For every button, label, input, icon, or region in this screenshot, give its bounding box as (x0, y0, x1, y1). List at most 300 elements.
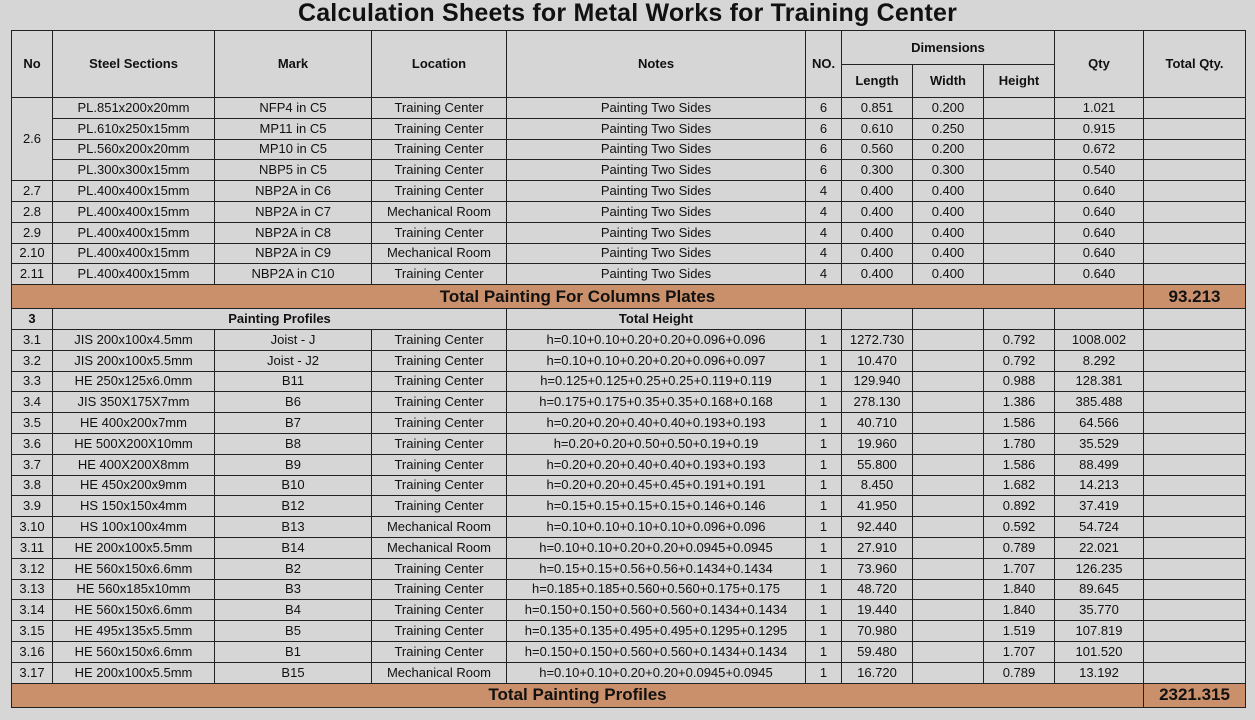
table-row (12, 139, 1246, 160)
cell-qty: 22.021 (1055, 537, 1144, 558)
cell-count: 6 (806, 118, 842, 139)
row-no: 3.7 (12, 454, 53, 475)
cell-qty: 13.192 (1055, 662, 1144, 683)
cell-length: 48.720 (842, 579, 913, 600)
cell-total-qty (1144, 392, 1246, 413)
cell-width (913, 496, 984, 517)
cell-mark: B14 (215, 537, 372, 558)
cell-height (984, 243, 1055, 264)
cell-location: Training Center (372, 579, 507, 600)
row-no: 3.2 (12, 350, 53, 371)
cell-length: 0.400 (842, 181, 913, 202)
cell-section: HS 100x100x4mm (53, 517, 215, 538)
cell-section: PL.400x400x15mm (53, 264, 215, 285)
table-row (12, 454, 1246, 475)
cell-location: Training Center (372, 264, 507, 285)
header-mark: Mark (215, 31, 372, 98)
cell-height (984, 139, 1055, 160)
cell-height (984, 181, 1055, 202)
cell-width: 0.400 (913, 264, 984, 285)
cell-section: HS 150x150x4mm (53, 496, 215, 517)
cell-height: 0.988 (984, 371, 1055, 392)
cell-mark: NBP2A in C6 (215, 181, 372, 202)
cell-section: PL.610x250x15mm (53, 118, 215, 139)
profiles-section-title: Painting Profiles (53, 309, 507, 330)
cell-qty: 64.566 (1055, 413, 1144, 434)
cell-height: 0.789 (984, 662, 1055, 683)
cell-mark: B8 (215, 433, 372, 454)
cell-length: 0.851 (842, 98, 913, 119)
cell-total-qty (1144, 537, 1246, 558)
cell-qty: 107.819 (1055, 621, 1144, 642)
cell-width (913, 641, 984, 662)
table-row (12, 98, 1246, 119)
cell-length: 73.960 (842, 558, 913, 579)
cell-location: Training Center (372, 433, 507, 454)
cell-section: PL.560x200x20mm (53, 139, 215, 160)
cell-location: Training Center (372, 475, 507, 496)
cell-qty: 1008.002 (1055, 329, 1144, 350)
cell-total-qty (1144, 433, 1246, 454)
cell-mark: B7 (215, 413, 372, 434)
cell-qty: 1.021 (1055, 98, 1144, 119)
header-height: Height (984, 65, 1055, 98)
cell-notes: h=0.15+0.15+0.56+0.56+0.1434+0.1434 (507, 558, 806, 579)
cell-section: PL.400x400x15mm (53, 201, 215, 222)
cell-width: 0.200 (913, 139, 984, 160)
cell-qty: 88.499 (1055, 454, 1144, 475)
cell-qty: 385.488 (1055, 392, 1144, 413)
cell-width (913, 329, 984, 350)
cell-qty: 14.213 (1055, 475, 1144, 496)
empty-cell (806, 309, 842, 330)
cell-count: 1 (806, 433, 842, 454)
cell-section: HE 560x150x6.6mm (53, 558, 215, 579)
cell-section: JIS 200x100x4.5mm (53, 329, 215, 350)
cell-width: 0.250 (913, 118, 984, 139)
cell-mark: B13 (215, 517, 372, 538)
cell-location: Training Center (372, 98, 507, 119)
cell-length: 40.710 (842, 413, 913, 434)
table-row (12, 475, 1246, 496)
cell-count: 1 (806, 641, 842, 662)
cell-section: HE 400x200x7mm (53, 413, 215, 434)
cell-width (913, 475, 984, 496)
cell-location: Training Center (372, 413, 507, 434)
cell-length: 19.960 (842, 433, 913, 454)
table-row (12, 243, 1246, 264)
cell-count: 1 (806, 496, 842, 517)
cell-qty: 128.381 (1055, 371, 1144, 392)
cell-height: 0.789 (984, 537, 1055, 558)
cell-total-qty (1144, 371, 1246, 392)
cell-total-qty (1144, 181, 1246, 202)
cell-total-qty (1144, 222, 1246, 243)
cell-length: 0.400 (842, 264, 913, 285)
header-no: No (12, 31, 53, 98)
empty-cell (913, 309, 984, 330)
cell-total-qty (1144, 600, 1246, 621)
cell-width: 0.400 (913, 222, 984, 243)
cell-mark: Joist - J (215, 329, 372, 350)
cell-count: 4 (806, 264, 842, 285)
table-row (12, 558, 1246, 579)
cell-location: Training Center (372, 496, 507, 517)
cell-mark: B6 (215, 392, 372, 413)
cell-notes: h=0.10+0.10+0.10+0.10+0.096+0.096 (507, 517, 806, 538)
cell-length: 0.400 (842, 222, 913, 243)
table-row (12, 496, 1246, 517)
cell-width: 0.400 (913, 201, 984, 222)
cell-section: HE 400X200X8mm (53, 454, 215, 475)
cell-location: Training Center (372, 641, 507, 662)
row-no: 3.13 (12, 579, 53, 600)
cell-total-qty (1144, 329, 1246, 350)
cell-qty: 0.640 (1055, 181, 1144, 202)
table-row (12, 413, 1246, 434)
cell-location: Training Center (372, 160, 507, 181)
profiles-section-no: 3 (12, 309, 53, 330)
cell-location: Training Center (372, 222, 507, 243)
cell-mark: B15 (215, 662, 372, 683)
cell-section: HE 250x125x6.0mm (53, 371, 215, 392)
table-row (12, 118, 1246, 139)
cell-notes: h=0.135+0.135+0.495+0.495+0.1295+0.1295 (507, 621, 806, 642)
cell-notes: Painting Two Sides (507, 98, 806, 119)
plates-total-value: 93.213 (1144, 285, 1246, 309)
cell-mark: B10 (215, 475, 372, 496)
cell-length: 55.800 (842, 454, 913, 475)
cell-section: PL.851x200x20mm (53, 98, 215, 119)
cell-qty: 8.292 (1055, 350, 1144, 371)
cell-count: 1 (806, 579, 842, 600)
table-row (12, 641, 1246, 662)
header-width: Width (913, 65, 984, 98)
row-no: 3.15 (12, 621, 53, 642)
cell-width: 0.200 (913, 98, 984, 119)
cell-notes: h=0.150+0.150+0.560+0.560+0.1434+0.1434 (507, 600, 806, 621)
cell-section: JIS 200x100x5.5mm (53, 350, 215, 371)
cell-notes: Painting Two Sides (507, 264, 806, 285)
cell-height (984, 160, 1055, 181)
table-row (12, 160, 1246, 181)
cell-location: Training Center (372, 350, 507, 371)
cell-width (913, 621, 984, 642)
cell-total-qty (1144, 139, 1246, 160)
cell-height: 0.592 (984, 517, 1055, 538)
cell-section: JIS 350X175X7mm (53, 392, 215, 413)
table-row (12, 517, 1246, 538)
cell-width (913, 558, 984, 579)
cell-total-qty (1144, 662, 1246, 683)
empty-cell (984, 309, 1055, 330)
cell-height: 1.840 (984, 600, 1055, 621)
cell-height: 1.840 (984, 579, 1055, 600)
cell-count: 1 (806, 537, 842, 558)
cell-qty: 101.520 (1055, 641, 1144, 662)
cell-notes: h=0.20+0.20+0.40+0.40+0.193+0.193 (507, 454, 806, 475)
table-row (12, 392, 1246, 413)
table-row (12, 662, 1246, 683)
row-no: 3.4 (12, 392, 53, 413)
cell-location: Training Center (372, 621, 507, 642)
cell-location: Training Center (372, 454, 507, 475)
cell-height: 1.386 (984, 392, 1055, 413)
table-row (12, 600, 1246, 621)
table-row (12, 181, 1246, 202)
cell-mark: NBP5 in C5 (215, 160, 372, 181)
cell-section: HE 200x100x5.5mm (53, 537, 215, 558)
profiles-section-row (12, 309, 1246, 330)
table-row (12, 329, 1246, 350)
table-row (12, 621, 1246, 642)
row-no: 3.5 (12, 413, 53, 434)
cell-total-qty (1144, 118, 1246, 139)
cell-length: 0.400 (842, 243, 913, 264)
cell-section: HE 200x100x5.5mm (53, 662, 215, 683)
cell-height (984, 98, 1055, 119)
cell-location: Training Center (372, 181, 507, 202)
cell-qty: 0.672 (1055, 139, 1144, 160)
empty-cell (1055, 309, 1144, 330)
header-total-qty: Total Qty. (1144, 31, 1246, 98)
cell-width (913, 579, 984, 600)
cell-count: 1 (806, 517, 842, 538)
cell-section: PL.400x400x15mm (53, 181, 215, 202)
cell-count: 1 (806, 392, 842, 413)
cell-mark: Joist - J2 (215, 350, 372, 371)
cell-length: 59.480 (842, 641, 913, 662)
cell-mark: B2 (215, 558, 372, 579)
profiles-total-label: Total Painting Profiles (12, 683, 1144, 707)
cell-total-qty (1144, 579, 1246, 600)
cell-height: 0.892 (984, 496, 1055, 517)
cell-qty: 0.915 (1055, 118, 1144, 139)
cell-notes: h=0.10+0.10+0.20+0.20+0.0945+0.0945 (507, 662, 806, 683)
cell-total-qty (1144, 475, 1246, 496)
cell-width (913, 433, 984, 454)
cell-mark: B11 (215, 371, 372, 392)
row-no: 3.10 (12, 517, 53, 538)
cell-mark: B3 (215, 579, 372, 600)
row-no: 2.7 (12, 181, 53, 202)
cell-location: Training Center (372, 329, 507, 350)
cell-qty: 0.640 (1055, 201, 1144, 222)
row-no: 3.8 (12, 475, 53, 496)
cell-mark: B1 (215, 641, 372, 662)
cell-notes: Painting Two Sides (507, 139, 806, 160)
cell-width: 0.400 (913, 243, 984, 264)
plates-body (12, 98, 1246, 285)
cell-location: Mechanical Room (372, 201, 507, 222)
header-count: NO. (806, 31, 842, 98)
cell-length: 92.440 (842, 517, 913, 538)
cell-location: Training Center (372, 558, 507, 579)
row-no: 3.3 (12, 371, 53, 392)
cell-count: 4 (806, 222, 842, 243)
cell-total-qty (1144, 201, 1246, 222)
cell-qty: 35.529 (1055, 433, 1144, 454)
cell-notes: h=0.150+0.150+0.560+0.560+0.1434+0.1434 (507, 641, 806, 662)
cell-height: 0.792 (984, 329, 1055, 350)
cell-qty: 54.724 (1055, 517, 1144, 538)
cell-qty: 37.419 (1055, 496, 1144, 517)
row-no: 3.12 (12, 558, 53, 579)
cell-total-qty (1144, 621, 1246, 642)
cell-section: PL.300x300x15mm (53, 160, 215, 181)
cell-length: 0.610 (842, 118, 913, 139)
table-row (12, 579, 1246, 600)
cell-width (913, 517, 984, 538)
header-length: Length (842, 65, 913, 98)
cell-mark: NBP2A in C10 (215, 264, 372, 285)
cell-total-qty (1144, 243, 1246, 264)
cell-height: 1.780 (984, 433, 1055, 454)
cell-notes: h=0.10+0.10+0.20+0.20+0.096+0.096 (507, 329, 806, 350)
cell-length: 16.720 (842, 662, 913, 683)
cell-location: Training Center (372, 139, 507, 160)
cell-length: 0.300 (842, 160, 913, 181)
cell-width (913, 371, 984, 392)
empty-cell (1144, 309, 1246, 330)
cell-notes: h=0.20+0.20+0.40+0.40+0.193+0.193 (507, 413, 806, 434)
cell-total-qty (1144, 413, 1246, 434)
cell-length: 19.440 (842, 600, 913, 621)
row-no: 2.9 (12, 222, 53, 243)
cell-width: 0.300 (913, 160, 984, 181)
cell-notes: Painting Two Sides (507, 243, 806, 264)
row-no: 2.8 (12, 201, 53, 222)
profiles-total-value: 2321.315 (1144, 683, 1246, 707)
cell-total-qty (1144, 558, 1246, 579)
cell-length: 8.450 (842, 475, 913, 496)
cell-length: 41.950 (842, 496, 913, 517)
row-no: 2.11 (12, 264, 53, 285)
row-no: 3.1 (12, 329, 53, 350)
cell-total-qty (1144, 517, 1246, 538)
cell-count: 6 (806, 160, 842, 181)
profiles-total-row (12, 683, 1246, 707)
cell-mark: NBP2A in C7 (215, 201, 372, 222)
cell-height (984, 222, 1055, 243)
cell-notes: h=0.20+0.20+0.50+0.50+0.19+0.19 (507, 433, 806, 454)
cell-location: Training Center (372, 600, 507, 621)
cell-notes: h=0.125+0.125+0.25+0.25+0.119+0.119 (507, 371, 806, 392)
cell-notes: Painting Two Sides (507, 181, 806, 202)
cell-height (984, 201, 1055, 222)
cell-count: 1 (806, 475, 842, 496)
cell-section: HE 500X200X10mm (53, 433, 215, 454)
cell-height: 1.519 (984, 621, 1055, 642)
cell-length: 10.470 (842, 350, 913, 371)
cell-width (913, 662, 984, 683)
header-steel-sections: Steel Sections (53, 31, 215, 98)
row-no: 3.16 (12, 641, 53, 662)
calculation-table (11, 30, 1246, 708)
cell-location: Training Center (372, 392, 507, 413)
cell-location: Training Center (372, 118, 507, 139)
cell-location: Mechanical Room (372, 517, 507, 538)
cell-location: Mechanical Room (372, 537, 507, 558)
header-dimensions: Dimensions (842, 31, 1055, 65)
cell-count: 6 (806, 139, 842, 160)
cell-section: HE 495x135x5.5mm (53, 621, 215, 642)
cell-notes: h=0.185+0.185+0.560+0.560+0.175+0.175 (507, 579, 806, 600)
cell-total-qty (1144, 454, 1246, 475)
cell-qty: 35.770 (1055, 600, 1144, 621)
cell-mark: NFP4 in C5 (215, 98, 372, 119)
table-row (12, 201, 1246, 222)
row-no: 3.17 (12, 662, 53, 683)
table-row (12, 350, 1246, 371)
cell-height: 1.707 (984, 558, 1055, 579)
cell-length: 278.130 (842, 392, 913, 413)
cell-count: 4 (806, 181, 842, 202)
header-notes: Notes (507, 31, 806, 98)
cell-height (984, 264, 1055, 285)
cell-total-qty (1144, 350, 1246, 371)
cell-mark: NBP2A in C9 (215, 243, 372, 264)
cell-section: PL.400x400x15mm (53, 222, 215, 243)
cell-section: HE 560x150x6.6mm (53, 641, 215, 662)
cell-count: 4 (806, 243, 842, 264)
cell-height: 1.682 (984, 475, 1055, 496)
cell-count: 1 (806, 558, 842, 579)
cell-count: 1 (806, 329, 842, 350)
cell-mark: MP10 in C5 (215, 139, 372, 160)
plates-total-row (12, 285, 1246, 309)
cell-notes: h=0.15+0.15+0.15+0.15+0.146+0.146 (507, 496, 806, 517)
row-no: 3.14 (12, 600, 53, 621)
row-no: 3.6 (12, 433, 53, 454)
cell-count: 1 (806, 621, 842, 642)
empty-cell (842, 309, 913, 330)
cell-notes: Painting Two Sides (507, 222, 806, 243)
cell-notes: h=0.10+0.10+0.20+0.20+0.0945+0.0945 (507, 537, 806, 558)
cell-qty: 89.645 (1055, 579, 1144, 600)
cell-count: 1 (806, 454, 842, 475)
cell-height: 0.792 (984, 350, 1055, 371)
profiles-body (12, 329, 1246, 683)
cell-width (913, 392, 984, 413)
cell-count: 1 (806, 371, 842, 392)
cell-width: 0.400 (913, 181, 984, 202)
cell-mark: B12 (215, 496, 372, 517)
cell-total-qty (1144, 160, 1246, 181)
plates-total-label: Total Painting For Columns Plates (12, 285, 1144, 309)
cell-height (984, 118, 1055, 139)
cell-mark: B4 (215, 600, 372, 621)
cell-mark: B9 (215, 454, 372, 475)
header-qty: Qty (1055, 31, 1144, 98)
cell-section: PL.400x400x15mm (53, 243, 215, 264)
cell-notes: Painting Two Sides (507, 160, 806, 181)
header-location: Location (372, 31, 507, 98)
cell-mark: B5 (215, 621, 372, 642)
cell-section: HE 450x200x9mm (53, 475, 215, 496)
cell-mark: MP11 in C5 (215, 118, 372, 139)
cell-height: 1.586 (984, 454, 1055, 475)
row-no: 3.9 (12, 496, 53, 517)
cell-count: 6 (806, 98, 842, 119)
cell-count: 1 (806, 600, 842, 621)
row-no: 2.6 (12, 98, 53, 181)
cell-width (913, 413, 984, 434)
cell-total-qty (1144, 496, 1246, 517)
cell-width (913, 454, 984, 475)
cell-length: 129.940 (842, 371, 913, 392)
cell-location: Mechanical Room (372, 662, 507, 683)
